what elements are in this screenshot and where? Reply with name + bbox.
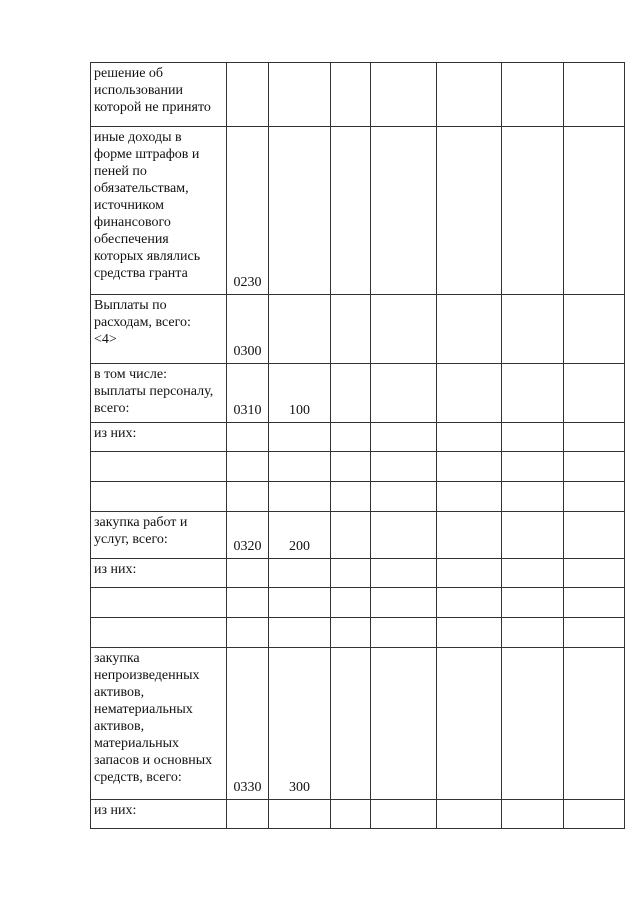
row-value-cell — [371, 127, 437, 295]
row-label-line: финансового — [94, 215, 171, 230]
row-kbk-cell — [269, 559, 331, 588]
table-row — [91, 127, 625, 295]
row-value-cell — [437, 648, 502, 800]
row-label-cell — [91, 559, 227, 588]
row-label-line: из них: — [94, 803, 137, 818]
row-label-line: закупка работ и — [94, 515, 188, 530]
row-value-cell — [331, 618, 371, 648]
row-label-line: материальных — [94, 736, 180, 751]
row-value-cell — [437, 800, 502, 829]
row-value-cell — [502, 63, 564, 127]
row-value-cell — [371, 588, 437, 618]
row-label-line: активов, — [94, 719, 145, 734]
row-value-cell — [371, 482, 437, 512]
row-code-cell: 0320 — [227, 512, 269, 559]
row-value-cell — [564, 63, 625, 127]
row-label-line: источником — [94, 198, 164, 213]
row-value-cell — [502, 482, 564, 512]
row-label-line: расходам, всего: — [94, 315, 191, 330]
row-label-cell — [91, 364, 227, 423]
row-value-cell — [502, 559, 564, 588]
row-kbk-cell: 100 — [269, 364, 331, 423]
row-code-cell: 0300 — [227, 295, 269, 364]
row-kbk-cell: 200 — [269, 512, 331, 559]
row-kbk-cell — [269, 295, 331, 364]
row-value-cell — [502, 618, 564, 648]
row-label-line: запасов и основных — [94, 753, 213, 768]
row-label-cell — [91, 127, 227, 295]
row-value-cell — [437, 618, 502, 648]
row-label-line: из них: — [94, 562, 137, 577]
row-label-line: обеспечения — [94, 232, 169, 247]
row-kbk-cell — [269, 423, 331, 452]
row-value-cell — [437, 63, 502, 127]
row-value-cell — [437, 127, 502, 295]
row-value-cell — [331, 452, 371, 482]
row-value-cell — [564, 588, 625, 618]
row-kbk-cell — [269, 618, 331, 648]
row-label-cell — [91, 295, 227, 364]
row-value-cell — [564, 800, 625, 829]
row-code-cell — [227, 423, 269, 452]
row-value-cell — [371, 295, 437, 364]
row-kbk-cell — [269, 63, 331, 127]
row-label-line: которой не принято — [94, 100, 211, 115]
row-label-cell — [91, 452, 227, 482]
row-kbk-cell — [269, 127, 331, 295]
row-value-cell — [437, 559, 502, 588]
row-code-cell: 0330 — [227, 648, 269, 800]
table-row — [91, 648, 625, 800]
row-value-cell — [331, 482, 371, 512]
table-row — [91, 295, 625, 364]
row-label-line: нематериальных — [94, 702, 193, 717]
table-row — [91, 588, 625, 618]
row-value-cell — [437, 482, 502, 512]
row-value-cell — [437, 364, 502, 423]
row-label-cell — [91, 588, 227, 618]
row-value-cell — [502, 364, 564, 423]
row-value-cell — [331, 800, 371, 829]
report-table-container — [90, 62, 625, 829]
report-table — [90, 62, 625, 829]
row-value-cell — [371, 63, 437, 127]
row-value-cell — [371, 648, 437, 800]
row-label-line: использовании — [94, 83, 183, 98]
row-kbk-cell — [269, 588, 331, 618]
row-label-cell — [91, 63, 227, 127]
row-value-cell — [437, 295, 502, 364]
row-value-cell — [331, 559, 371, 588]
row-label-line: услуг, всего: — [94, 532, 168, 547]
table-row — [91, 800, 625, 829]
row-kbk-cell — [269, 452, 331, 482]
table-row — [91, 482, 625, 512]
row-code-cell — [227, 63, 269, 127]
row-label-cell — [91, 512, 227, 559]
row-value-cell — [437, 588, 502, 618]
table-row — [91, 452, 625, 482]
row-value-cell — [564, 512, 625, 559]
row-value-cell — [564, 127, 625, 295]
row-value-cell — [331, 63, 371, 127]
table-row — [91, 364, 625, 423]
row-label-line: непроизведенных — [94, 668, 200, 683]
row-kbk-cell — [269, 800, 331, 829]
row-value-cell — [502, 800, 564, 829]
row-value-cell — [331, 295, 371, 364]
row-value-cell — [502, 512, 564, 559]
row-label-line: Выплаты по — [94, 298, 167, 313]
row-value-cell — [564, 364, 625, 423]
row-kbk-cell: 300 — [269, 648, 331, 800]
row-label-line: иные доходы в — [94, 130, 182, 145]
row-value-cell — [437, 452, 502, 482]
row-label-line: решение об — [94, 66, 164, 81]
row-label-cell — [91, 482, 227, 512]
row-label-line: закупка — [94, 651, 140, 666]
row-value-cell — [564, 618, 625, 648]
row-label-line: <4> — [94, 332, 117, 347]
row-code-cell — [227, 559, 269, 588]
row-value-cell — [331, 364, 371, 423]
row-value-cell — [331, 423, 371, 452]
row-value-cell — [437, 423, 502, 452]
row-value-cell — [502, 588, 564, 618]
row-code-cell: 0310 — [227, 364, 269, 423]
row-code-cell — [227, 618, 269, 648]
table-row — [91, 512, 625, 559]
row-label-line: всего: — [94, 401, 130, 416]
row-code-cell — [227, 588, 269, 618]
row-label-cell — [91, 800, 227, 829]
row-value-cell — [371, 423, 437, 452]
row-label-line: пеней по — [94, 164, 147, 179]
row-value-cell — [564, 295, 625, 364]
row-label-line: форме штрафов и — [94, 147, 200, 162]
row-value-cell — [331, 648, 371, 800]
row-label-line: средств, всего: — [94, 770, 182, 785]
row-label-cell — [91, 423, 227, 452]
row-label-line: обязательствам, — [94, 181, 189, 196]
row-value-cell — [502, 423, 564, 452]
row-value-cell — [371, 452, 437, 482]
row-value-cell — [502, 648, 564, 800]
row-value-cell — [564, 559, 625, 588]
row-label-cell — [91, 618, 227, 648]
row-value-cell — [371, 364, 437, 423]
row-kbk-cell — [269, 482, 331, 512]
table-row — [91, 423, 625, 452]
row-value-cell — [564, 482, 625, 512]
row-label-line: средства гранта — [94, 266, 188, 281]
row-code-cell — [227, 482, 269, 512]
row-label-line: выплаты персоналу, — [94, 384, 214, 399]
row-value-cell — [371, 800, 437, 829]
table-row — [91, 63, 625, 127]
row-label-line: в том числе: — [94, 367, 167, 382]
row-value-cell — [331, 512, 371, 559]
row-value-cell — [502, 295, 564, 364]
row-value-cell — [564, 423, 625, 452]
row-value-cell — [331, 127, 371, 295]
row-value-cell — [502, 127, 564, 295]
row-value-cell — [371, 559, 437, 588]
row-label-line: из них: — [94, 426, 137, 441]
row-value-cell — [564, 648, 625, 800]
row-label-cell — [91, 648, 227, 800]
table-row — [91, 618, 625, 648]
row-value-cell — [331, 588, 371, 618]
row-value-cell — [437, 512, 502, 559]
row-value-cell — [564, 452, 625, 482]
row-value-cell — [371, 512, 437, 559]
row-label-line: которых являлись — [94, 249, 201, 264]
row-value-cell — [371, 618, 437, 648]
row-code-cell: 0230 — [227, 127, 269, 295]
row-label-line: активов, — [94, 685, 145, 700]
row-value-cell — [502, 452, 564, 482]
row-code-cell — [227, 800, 269, 829]
table-row — [91, 559, 625, 588]
row-code-cell — [227, 452, 269, 482]
